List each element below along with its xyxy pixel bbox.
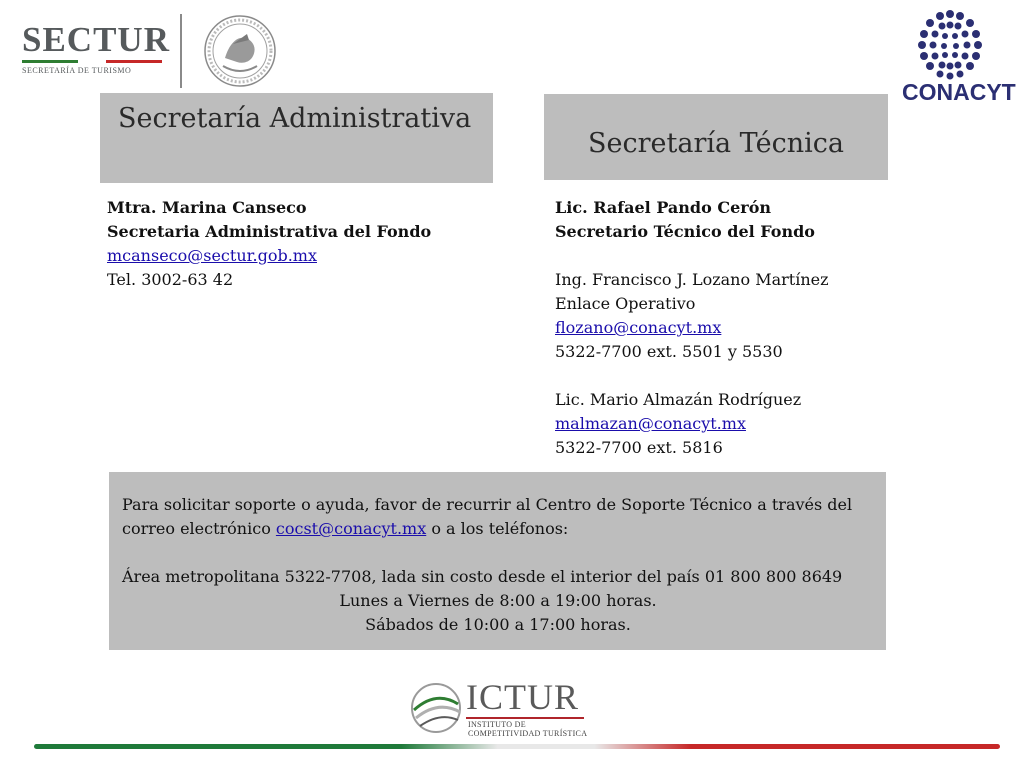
admin-role: Secretaria Administrativa del Fondo	[107, 222, 432, 241]
admin-contact	[107, 196, 431, 292]
tecnica-contact2-email-link[interactable]: flozano@conacyt.mx	[555, 318, 722, 337]
sectur-logo-word: SECTUR	[22, 20, 170, 59]
tecnica-contact2-name: Ing. Francisco J. Lozano Martínez	[555, 270, 829, 289]
support-text	[122, 493, 874, 637]
support-weekday-hours: Lunes a Viernes de 8:00 a 19:00 horas.	[339, 591, 657, 610]
ictur-subtitle-line2: COMPETITIVIDAD TURÍSTICA	[468, 729, 588, 738]
mexico-seal-icon	[203, 14, 277, 88]
conacyt-logo-word: CONACYT	[902, 79, 1016, 105]
ictur-logo-word: ICTUR	[466, 677, 579, 717]
ictur-subtitle-line1: INSTITUTO DE	[468, 720, 526, 729]
support-intro-a: Para solicitar soporte o ayuda, favor de recurrir al Centro de Soporte Técnico a través del correo electrónico	[122, 495, 853, 538]
support-intro	[122, 493, 874, 541]
tecnica-contact1-role: Secretario Técnico del Fondo	[555, 222, 815, 241]
support-phones: Área metropolitana 5322-7708, lada sin costo desde el interior del país 01 800 800 8649	[122, 567, 843, 586]
admin-email-link[interactable]: mcanseco@sectur.gob.mx	[107, 246, 317, 265]
tecnica-contact3-phone: 5322-7700 ext. 5816	[555, 438, 723, 457]
tecnica-contact3-email-link[interactable]: malmazan@conacyt.mx	[555, 414, 746, 433]
admin-title: Secretaría Administrativa	[118, 103, 472, 134]
support-saturday-hours: Sábados de 10:00 a 17:00 horas.	[365, 615, 631, 634]
tecnica-contact2-role: Enlace Operativo	[555, 294, 696, 313]
bottom-tricolor-bar	[34, 744, 1000, 749]
conacyt-dots-icon	[900, 8, 1010, 80]
sectur-logo-rule	[22, 60, 162, 63]
sectur-logo-subtitle: SECRETARÍA DE TURISMO	[22, 66, 132, 75]
tecnica-contact1-name: Lic. Rafael Pando Cerón	[555, 198, 771, 217]
tecnica-contact2-phone: 5322-7700 ext. 5501 y 5530	[555, 342, 783, 361]
tecnica-title: Secretaría Técnica	[588, 128, 844, 159]
tecnica-contact3-name: Lic. Mario Almazán Rodríguez	[555, 390, 802, 409]
logo-divider	[180, 14, 182, 88]
tecnica-contacts	[555, 196, 829, 460]
ictur-logo-subtitle	[468, 720, 587, 738]
ictur-globe-icon	[408, 680, 464, 736]
support-intro-b: o a los teléfonos:	[426, 519, 569, 538]
conacyt-logo	[900, 8, 1016, 108]
ictur-logo-rule	[466, 717, 584, 719]
admin-name: Mtra. Marina Canseco	[107, 198, 307, 217]
support-email-link[interactable]: cocst@conacyt.mx	[275, 519, 427, 538]
ictur-logo	[408, 676, 588, 738]
sectur-logo	[22, 20, 170, 84]
admin-phone: Tel. 3002-63 42	[107, 270, 234, 289]
